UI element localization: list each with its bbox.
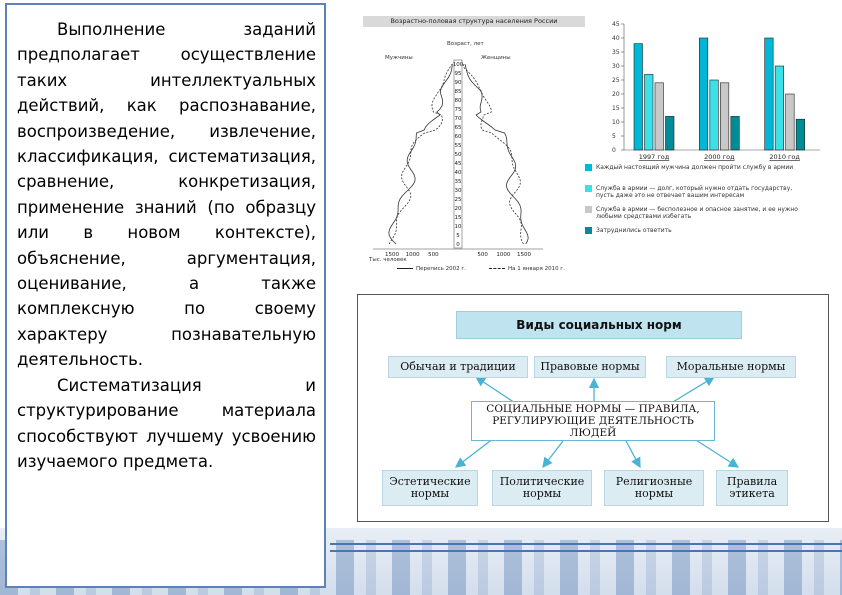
node-center: СОЦИАЛЬНЫЕ НОРМЫ — ПРАВИЛА, РЕГУЛИРУЮЩИЕ ДЕЯТЕЛЬНОСТЬ ЛЮДЕЙ [471,401,715,441]
bar [634,44,643,150]
node-political: Политические нормы [492,470,592,506]
bar-x-tick-label: 1997 год [638,153,670,161]
bar-chart-panel [598,16,824,266]
pyramid-age-label: 10 [454,224,462,230]
arrow-religious [626,441,640,467]
arrow-political [543,441,563,467]
bar-y-tick-label: 30 [612,63,620,70]
node-aesthetic: Эстетические нормы [382,470,478,506]
pyramid-title: Возрастно-половая структура населения России [363,16,585,27]
pyramid-age-label: 5 [456,233,460,239]
pyramid-unit-label: Тыс. человек [369,257,407,263]
diagram-title: Виды социальных норм [456,311,742,339]
node-customs: Обычаи и традиции [388,356,528,378]
pyramid-women-label: Женщины [481,55,511,61]
legend-2010-line [489,268,505,269]
bar-legend-swatch [585,206,592,213]
pyramid-x-tick-right: 1000 [496,252,511,258]
pyramid-women-profile-dash [463,64,523,244]
bar-legend-label: Затруднились ответить [596,227,672,234]
bar-y-tick-label: 25 [612,77,620,84]
pyramid-age-label: 40 [454,170,462,176]
pyramid-x-tick-left: 500 [428,252,439,258]
pyramid-x-tick-left: 1000 [405,252,420,258]
legend-2002-line [397,268,413,269]
bar [699,38,708,150]
legend-2002 [397,266,466,272]
pyramid-men-profile-dash [389,64,452,244]
legend-2010-label: На 1 января 2010 г. [508,266,565,272]
bar-legend-label: Каждый настоящий мужчина должен пройти службу в армии [596,164,794,171]
bar-y-tick-label: 45 [612,21,620,28]
pyramid-age-label: 15 [454,215,462,221]
pyramid-age-label: 25 [454,197,462,203]
pyramid-x-tick-left: 1500 [385,252,399,258]
pyramid-age-label: 50 [454,152,462,158]
pyramid-axis-label: Возраст, лет [447,41,484,47]
bar-legend [585,164,821,264]
bar [775,66,784,150]
pyramid-age-label: 60 [454,134,462,140]
bar-legend-swatch [585,164,592,171]
paragraph-1: Выполнение заданий предполагает осуществление таких интеллектуальных действий, как распознавание, воспроизведение, извлечение, классификация, систематизация, сравнение, конкретизация, применение знаний (по образцу или в новом контексте), объяснение, аргументация, оценивание, а также комплексную по своему характеру познавательную деятельность. [17,20,316,370]
bar-y-tick-label: 10 [612,119,620,126]
bar-legend-label: Служба в армии — бесполезное и опасное занятие, и ее нужно любыми средствами избегать [596,206,798,220]
bar-y-tick-label: 35 [612,49,620,56]
bar [720,83,729,150]
bar-y-tick-label: 15 [612,105,620,112]
bar-y-tick-label: 20 [612,91,620,98]
text-panel [5,3,326,588]
population-pyramid [363,16,585,280]
pyramid-age-label: 100 [452,62,464,68]
pyramid-men-profile-solid [389,64,452,244]
bar-y-tick-label: 5 [612,133,616,140]
pyramid-age-label: 30 [454,188,462,194]
pyramid-age-label: 80 [454,98,462,104]
pyramid-men-label: Мужчины [385,55,413,61]
legend-2002-label: Перепись 2002 г. [416,266,466,272]
bar [786,94,795,150]
pyramid-age-label: 35 [454,179,462,185]
paragraph-2: Систематизация и структурирование материала способствуют лучшему усвоению изучаемого предмета. [17,375,316,471]
node-moral: Моральные нормы [666,356,796,378]
pyramid-age-label: 0 [456,242,460,248]
social-norms-diagram [357,294,829,522]
bar [796,119,805,150]
legend-2010 [489,266,565,272]
pyramid-age-label: 85 [454,89,462,95]
node-etiquette: Правила этикета [716,470,788,506]
pyramid-age-label: 55 [454,143,462,149]
bar-legend-label: Служба в армии — долг, который нужно отдать государству, пусть даже это не отвечает вашим интересам [596,185,793,199]
bar [645,74,654,150]
node-religious: Религиозные нормы [604,470,704,506]
bar [666,116,675,150]
bar-x-tick-label: 2000 год [704,153,735,161]
bar-y-tick-label: 40 [612,35,620,42]
pyramid-age-label: 65 [454,125,462,131]
bar-chart [598,16,824,174]
pyramid-age-label: 45 [454,161,462,167]
pyramid-age-label: 20 [454,206,462,212]
footer-line-bottom [330,550,842,552]
bar [765,38,774,150]
bar-legend-swatch [585,185,592,192]
bar [731,116,740,150]
pyramid-age-label: 75 [454,107,462,113]
bar-y-tick-label: 0 [612,147,616,154]
pyramid-age-label: 95 [454,71,462,77]
bar-x-tick-label: 2010 год [769,153,800,161]
node-legal: Правовые нормы [534,356,646,378]
pyramid-plot [363,16,585,280]
pyramid-x-tick-right: 500 [477,252,488,258]
bar [710,80,719,150]
pyramid-age-label: 90 [454,80,462,86]
pyramid-age-label: 70 [454,116,462,122]
bar-legend-swatch [585,227,592,234]
pyramid-x-tick-right: 1500 [517,252,531,258]
bar [655,83,664,150]
footer-line-top [330,543,842,545]
